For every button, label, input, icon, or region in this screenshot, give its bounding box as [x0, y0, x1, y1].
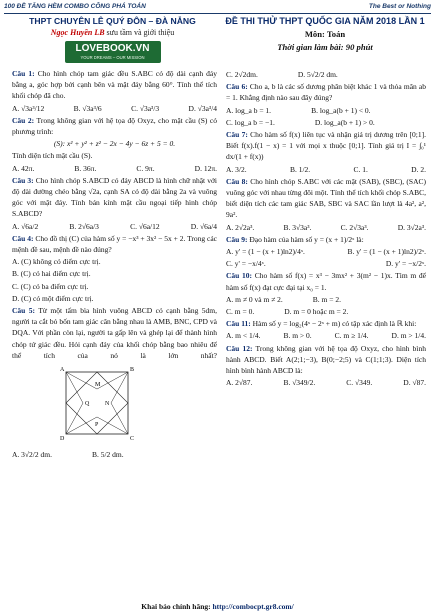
- footer-prefix: Khai báo chính hãng:: [141, 602, 213, 611]
- lovebook-logo: [65, 41, 161, 63]
- options-row: [226, 294, 426, 305]
- exam-subject: Môn: Toán: [304, 29, 346, 39]
- question-text: Đạo hàm của hàm số y = (x + 1)/2ˣ là:: [247, 234, 364, 244]
- option-a[interactable]: A. √6a/2: [12, 221, 39, 231]
- question-4: [12, 233, 217, 304]
- option-b[interactable]: B. √3a³/6: [73, 103, 102, 113]
- question-text-2: Tính diện tích mặt cầu (S).: [12, 151, 93, 161]
- option-d[interactable]: D. m > 1/4.: [391, 331, 426, 341]
- question-10: [226, 270, 426, 317]
- options-row: [12, 103, 217, 114]
- question-1: [12, 68, 217, 114]
- option-a[interactable]: A. √3a³/12: [12, 103, 45, 113]
- options-row: [12, 163, 217, 174]
- option-a[interactable]: A. m < 1/4.: [226, 331, 261, 341]
- question-12: [226, 343, 426, 389]
- exam-title: ĐỀ THI THỬ THPT QUỐC GIA NĂM 2018 LẦN 1: [225, 16, 425, 26]
- left-column: [12, 68, 217, 461]
- question-label: Câu 11:: [226, 319, 251, 329]
- option-a[interactable]: A. 2√87.: [226, 378, 253, 388]
- option-d[interactable]: D. y' = −x/2ˣ.: [385, 259, 426, 269]
- option-b[interactable]: B. 5/2 dm.: [91, 450, 124, 460]
- question-text: Trong không gian với hệ tọa độ Oxyz, cho hình bình hành ABCD. Biết A(2;1;−3), B(0;−2;5) và C(1;1;3). Diện tích hình bình hành ABCD là:: [226, 343, 426, 376]
- question-label: Câu 9:: [226, 234, 248, 244]
- question-label: Câu 7:: [226, 130, 248, 140]
- right-column: [226, 68, 426, 389]
- question-3: [12, 175, 217, 232]
- option-b[interactable]: B. m = 2.: [312, 294, 341, 304]
- options-row: [226, 258, 426, 269]
- slogan: The Best or Nothing: [368, 3, 431, 10]
- question-11: [226, 318, 426, 341]
- option-a[interactable]: A. 42π.: [12, 163, 35, 173]
- option-b[interactable]: B. 36π.: [74, 163, 97, 173]
- options-row: [12, 221, 217, 232]
- options-row: [226, 164, 426, 175]
- question-label: Câu 2:: [12, 115, 35, 125]
- square-cut-figure: [48, 364, 168, 442]
- question-text: Cho hàm số f(x) = x³ − 3mx² + 3(m² − 1)x. Tìm m để hàm số f(x) đạt cực đại tại x₀ = 1.: [226, 271, 426, 292]
- question-text: Cho hình chóp S.ABC với các mặt (SAB), (SBC), (SAC) vuông góc với nhau từng đôi một. Tính thể tích khối chóp S.ABC, biết diện tích các tam giác SAB, SBC và SAC lần lượt là 4a², a², 9a².: [226, 176, 426, 220]
- options-row: [226, 330, 426, 341]
- question-7: [226, 129, 426, 175]
- fig-label-n: N: [105, 401, 110, 408]
- options-row: [226, 246, 426, 257]
- question-text: Hàm số y = log₂(4ˣ − 2ˣ + m) có tập xác định là ℝ khi:: [250, 319, 417, 329]
- option-d[interactable]: D. log_a(b + 1) > 0.: [314, 117, 375, 127]
- question-text: Cho hàm số f(x) liên tục và nhận giá trị dương trên [0;1]. Biết f(x).f(1 − x) = 1 với mọi x thuộc [0;1]. Tính giá trị I = ∫₀¹ dx/(1 + f(x)): [226, 130, 426, 162]
- option-c[interactable]: C. √349.: [346, 378, 373, 388]
- top-bar: [4, 3, 431, 14]
- question-5-continued: [226, 69, 426, 80]
- options-row: [226, 306, 426, 317]
- options-row: [226, 69, 426, 80]
- exam-time: Thời gian làm bài: 90 phút: [277, 42, 373, 52]
- option-a[interactable]: A. log_a b = 1.: [226, 105, 272, 115]
- option-b[interactable]: B. m > 0.: [283, 331, 312, 341]
- fig-label-d: D: [60, 436, 65, 443]
- question-label: Câu 4:: [12, 233, 34, 243]
- question-label: Câu 8:: [226, 176, 248, 186]
- fig-label-p: P: [95, 422, 99, 429]
- fig-label-m: M: [95, 382, 101, 389]
- option-d[interactable]: D. 5√2/2 dm.: [297, 70, 338, 79]
- option-c[interactable]: C. (C) có ba điểm cực trị.: [12, 281, 89, 291]
- option-b[interactable]: B. 3√3a³.: [283, 222, 312, 232]
- question-text: Từ một tấm bìa hình vuông ABCD có cạnh bằng 5dm, người ta cắt bỏ bốn tam giác cân bằng nhau là AMB, BNC, CPD và DQA. Với phần còn lại, người ta gấp lên và ghép lại để thành hình chóp tứ giác đều. Hỏi cạnh đáy của khối chóp bằng bao nhiêu để thể tích của nó là lớn nhất?: [12, 306, 217, 360]
- school-name: THPT CHUYÊN LÊ QUÝ ĐÔN – ĐÀ NẴNG: [29, 16, 196, 26]
- footer: [0, 602, 435, 611]
- question-label: Câu 6:: [226, 82, 248, 92]
- options-row: [226, 377, 426, 388]
- option-c[interactable]: C. log_a b = −1.: [226, 117, 275, 127]
- sphere-equation: (S): x² + y² + z² − 2x − 4y − 6z + 5 = 0.: [53, 139, 176, 149]
- option-a[interactable]: A. 2√2a³.: [226, 222, 255, 232]
- header-left: [10, 16, 215, 63]
- option-c[interactable]: C. 2√2dm.: [226, 70, 258, 79]
- options-row: [226, 222, 426, 233]
- question-text: Cho a, b là các số dương phân biệt khác 1 và thỏa mãn ab = 1. Khẳng định nào sau đây đúng?: [226, 82, 426, 103]
- option-d[interactable]: D. 3√2a³.: [397, 222, 426, 232]
- option-c[interactable]: C. √3a³/3: [131, 103, 160, 113]
- option-b[interactable]: B. √349/2.: [283, 378, 316, 388]
- question-text: Cho hình chóp S.ABCD có đáy ABCD là hình chữ nhật với độ dài đường chéo bằng √2a, cạnh SA có độ dài bằng 2a và vuông góc với mặt đáy. Tính bán kính mặt cầu ngoại tiếp hình chóp S.ABCD?: [12, 175, 218, 219]
- option-c[interactable]: C. m = 0.: [226, 307, 255, 317]
- fig-label-c: C: [130, 436, 135, 443]
- question-label: Câu 5:: [12, 306, 36, 316]
- option-a[interactable]: A. y' = (1 − (x + 1)ln2)/4ˣ.: [226, 247, 305, 257]
- option-b[interactable]: B. y' = (1 − (x + 1)ln2)/2ˣ.: [347, 247, 426, 257]
- logo-subtitle: YOUR DREAMS – OUR MISSION: [80, 55, 145, 60]
- option-d[interactable]: D. m = 0 hoặc m = 2.: [284, 307, 349, 317]
- option-d[interactable]: D. √6a/4: [190, 221, 217, 231]
- option-c[interactable]: C. 1.: [353, 164, 368, 174]
- collector-name: Ngọc Huyền LB: [50, 28, 105, 37]
- fig-label-a: A: [60, 367, 65, 374]
- question-text: Cho đồ thị (C) của hàm số y = −x³ + 3x² − 5x + 2. Trong các mệnh đề sau, mệnh đề nào đúng?: [12, 233, 218, 255]
- question-text: Trong không gian với hệ tọa độ Oxyz, cho mặt cầu (S) có phương trình:: [12, 115, 217, 137]
- question-label: Câu 3:: [12, 175, 34, 185]
- question-8: [226, 176, 426, 233]
- option-b[interactable]: B. (C) có hai điểm cực trị.: [12, 269, 91, 279]
- fig-label-q: Q: [85, 401, 90, 408]
- option-c[interactable]: C. 9π.: [136, 163, 155, 173]
- option-a[interactable]: A. 3/2.: [226, 164, 247, 174]
- question-label: Câu 10:: [226, 271, 253, 281]
- header-right: [220, 16, 430, 52]
- question-label: Câu 12:: [226, 343, 253, 353]
- option-c[interactable]: C. m ≥ 1/4.: [334, 331, 369, 341]
- options-row: [226, 105, 426, 116]
- option-d[interactable]: D. √3a³/4: [188, 103, 217, 113]
- option-b[interactable]: B. 2√6a/3: [69, 221, 99, 231]
- collector-line: [10, 28, 215, 37]
- option-d[interactable]: D. 12π.: [194, 163, 217, 173]
- question-6: [226, 81, 426, 128]
- question-2: [12, 115, 217, 174]
- question-5: [12, 305, 217, 460]
- option-d[interactable]: D. (C) có một điểm cực trị.: [12, 293, 94, 303]
- option-a[interactable]: A. m ≠ 0 và m ≠ 2.: [226, 294, 283, 304]
- question-label: Câu 1:: [12, 69, 35, 78]
- option-d[interactable]: D. 2.: [411, 164, 426, 174]
- option-d[interactable]: D. √87.: [403, 378, 426, 388]
- option-c[interactable]: C. √6a/12: [130, 221, 160, 231]
- option-a[interactable]: A. 3√2/2 dm.: [12, 450, 52, 460]
- series-title: 100 ĐỀ TĂNG HÈM COMBO CÔNG PHÁ TOÁN: [4, 3, 146, 10]
- option-c[interactable]: C. 2√3a³.: [340, 222, 369, 232]
- collector-suffix: sưu tầm và giới thiệu: [104, 28, 175, 37]
- option-b[interactable]: B. log_a(b + 1) < 0.: [311, 105, 371, 115]
- logo-text: LOVEBOOK.VN: [75, 43, 150, 54]
- options-row: [226, 117, 426, 128]
- option-b[interactable]: B. 1/2.: [289, 164, 311, 174]
- options-row: [12, 449, 217, 460]
- fig-label-b: B: [130, 367, 135, 374]
- option-c[interactable]: C. y' = −x/4ˣ.: [226, 259, 266, 269]
- question-text: Cho hình chóp tam giác đều S.ABC có độ dài cạnh đáy bằng a, góc hợp bởi cạnh bên và mặt đáy bằng 60°. Tính thể tích khối chóp đã cho.: [12, 69, 217, 101]
- question-9: [226, 234, 426, 270]
- option-a[interactable]: A. (C) không có điểm cực trị.: [12, 257, 101, 267]
- footer-link[interactable]: http://combocpt.gr8.com/: [212, 602, 294, 611]
